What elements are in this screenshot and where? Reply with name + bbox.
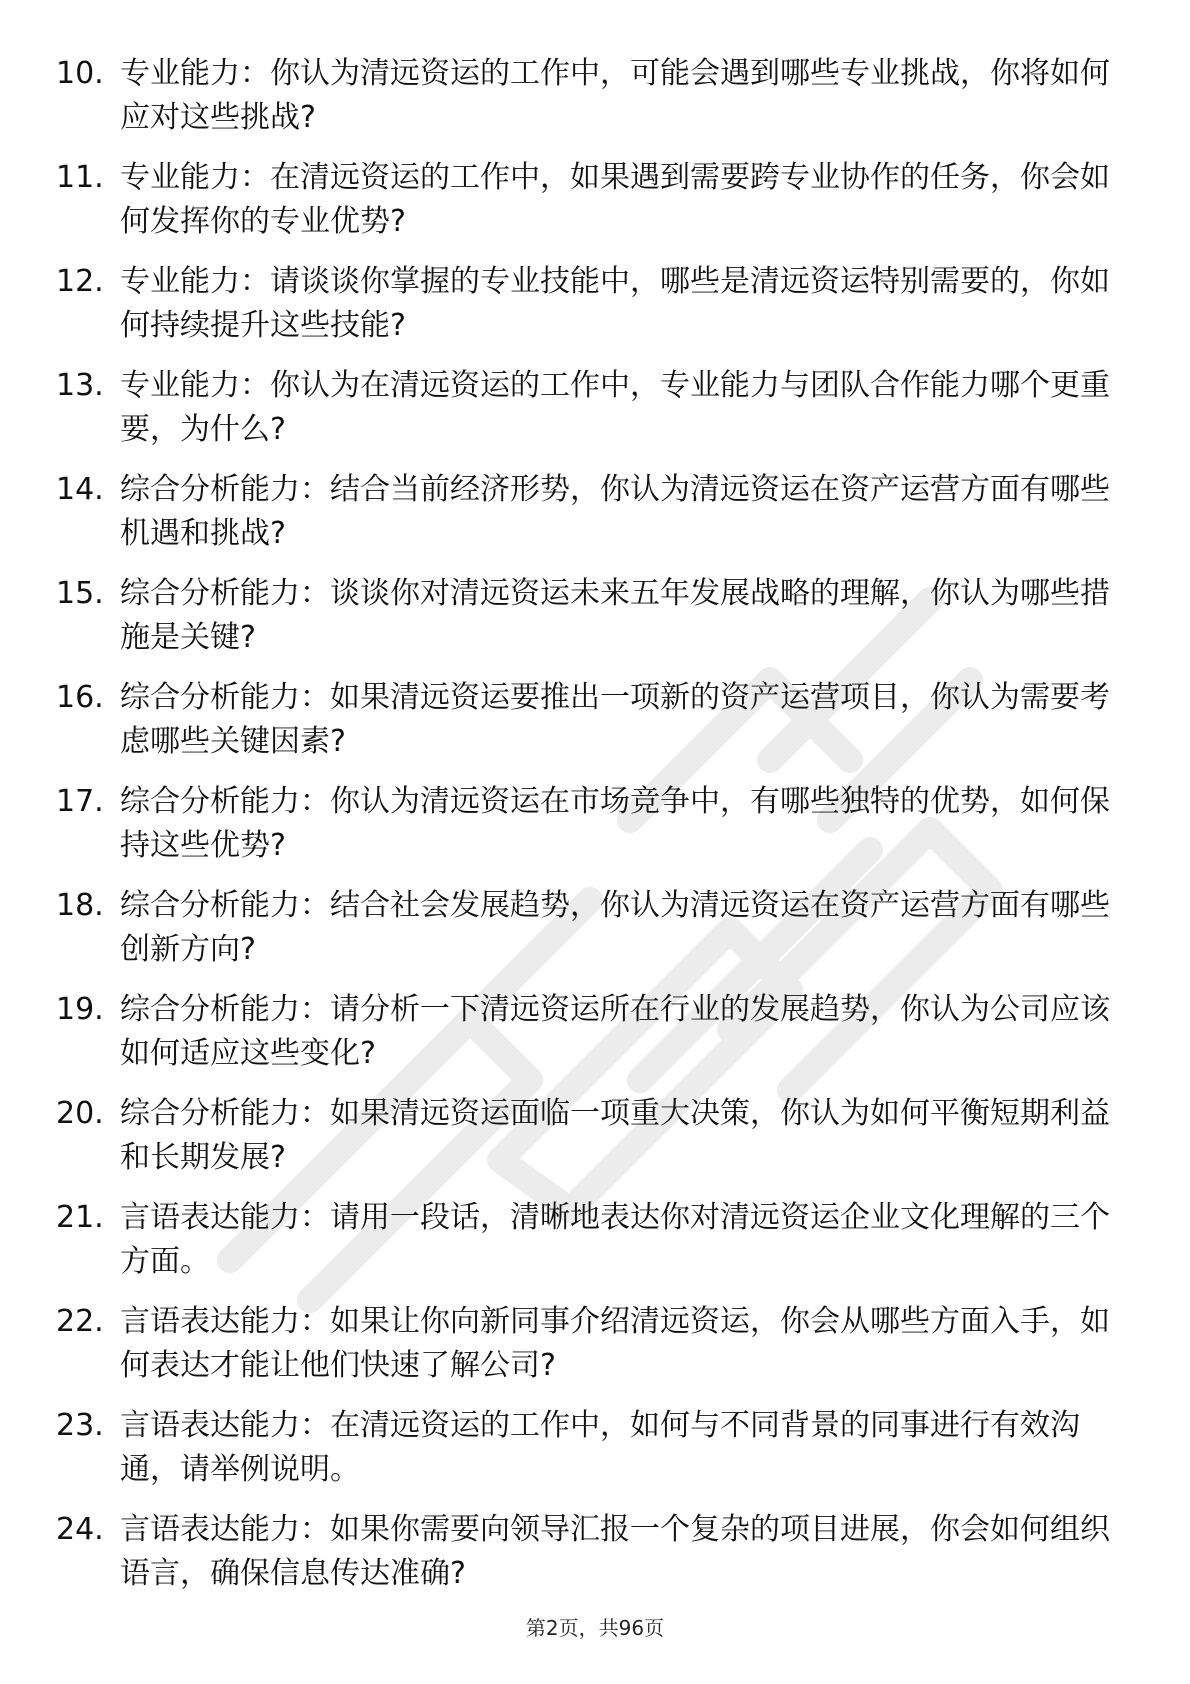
question-number: 12. [56,264,104,299]
question-item [56,468,1116,572]
question-number: 20. [56,1096,104,1131]
question-text: 专业能力：在清远资运的工作中，如果遇到需要跨专业协作的任务，你会如何发挥你的专业优势? [120,160,1110,239]
question-number: 13. [56,368,104,403]
question-item [56,572,1116,676]
question-number: 19. [56,992,104,1027]
question-item [56,1300,1116,1404]
question-number: 15. [56,576,104,611]
question-number: 24. [56,1512,104,1547]
question-item [56,156,1116,260]
question-text: 综合分析能力：结合社会发展趋势，你认为清远资运在资产运营方面有哪些创新方向? [120,888,1110,967]
question-text: 专业能力：你认为在清远资运的工作中，专业能力与团队合作能力哪个更重要，为什么? [120,368,1110,447]
question-text: 言语表达能力：如果让你向新同事介绍清远资运，你会从哪些方面入手，如何表达才能让他们快速了解公司? [120,1304,1110,1383]
question-number: 23. [56,1408,104,1443]
question-item [56,676,1116,780]
question-item [56,1092,1116,1196]
question-item [56,364,1116,468]
question-text: 综合分析能力：谈谈你对清远资运未来五年发展战略的理解，你认为哪些措施是关键? [120,576,1110,655]
question-item [56,988,1116,1092]
question-number: 10. [56,56,104,91]
page-footer: 第2页，共96页 [525,1616,665,1640]
question-text: 综合分析能力：如果清远资运要推出一项新的资产运营项目，你认为需要考虑哪些关键因素? [120,680,1110,759]
question-list [56,52,1116,1612]
question-text: 言语表达能力：如果你需要向领导汇报一个复杂的项目进展，你会如何组织语言，确保信息传达准确? [120,1512,1110,1591]
question-item [56,260,1116,364]
question-number: 21. [56,1200,104,1235]
question-number: 14. [56,472,104,507]
question-number: 22. [56,1304,104,1339]
question-text: 言语表达能力：请用一段话，清晰地表达你对清远资运企业文化理解的三个方面。 [120,1200,1110,1279]
question-item [56,1196,1116,1300]
question-text: 综合分析能力：请分析一下清远资运所在行业的发展趋势，你认为公司应该如何适应这些变化? [120,992,1110,1071]
question-number: 17. [56,784,104,819]
question-item [56,884,1116,988]
question-number: 16. [56,680,104,715]
question-item [56,1508,1116,1612]
question-item [56,52,1116,156]
question-text: 言语表达能力：在清远资运的工作中，如何与不同背景的同事进行有效沟通，请举例说明。 [120,1408,1080,1487]
question-item [56,1404,1116,1508]
question-text: 综合分析能力：结合当前经济形势，你认为清远资运在资产运营方面有哪些机遇和挑战? [120,472,1110,551]
question-text: 综合分析能力：如果清远资运面临一项重大决策，你认为如何平衡短期利益和长期发展? [120,1096,1110,1175]
question-text: 综合分析能力：你认为清远资运在市场竞争中，有哪些独特的优势，如何保持这些优势? [120,784,1110,863]
question-text: 专业能力：请谈谈你掌握的专业技能中，哪些是清远资运特别需要的，你如何持续提升这些技能? [120,264,1110,343]
question-number: 18. [56,888,104,923]
question-text: 专业能力：你认为清远资运的工作中，可能会遇到哪些专业挑战，你将如何应对这些挑战? [120,56,1110,135]
question-item [56,780,1116,884]
question-number: 11. [56,160,104,195]
